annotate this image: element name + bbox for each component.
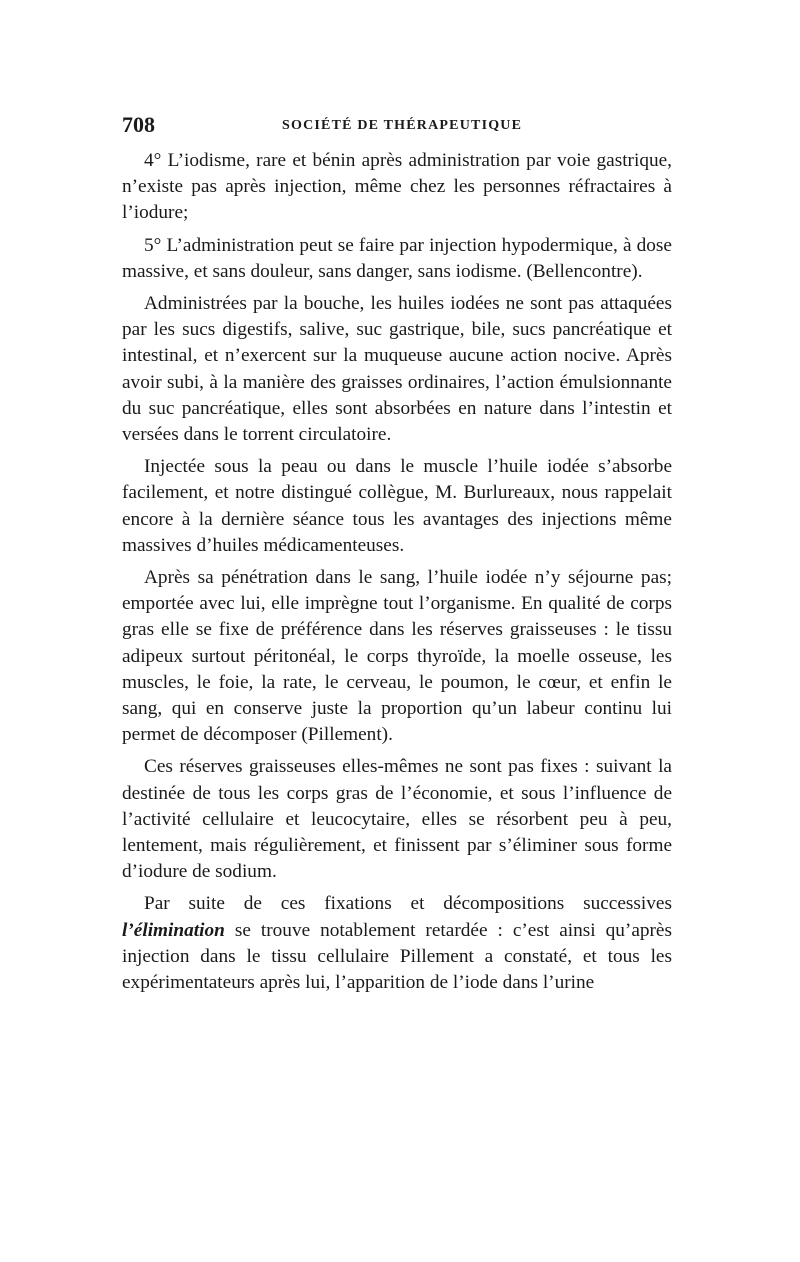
running-title: SOCIÉTÉ DE THÉRAPEUTIQUE: [282, 118, 523, 133]
elimination-text-before: Par suite de ces fixations et décompositions successives: [144, 893, 672, 915]
paragraph-elimination: [122, 891, 672, 996]
paragraph-injection: Injectée sous la peau ou dans le muscle l’huile iodée s’absorbe facilement, et notre distingué collègue, M. Burlureaux, nous rappelait encore à la dernière séance tous les avantages des injections même massives d’huiles médicamenteuses.: [122, 456, 672, 556]
page-number: 708: [122, 112, 155, 137]
elimination-italic-term: l’élimination: [122, 919, 225, 941]
paragraph-point-4: 4° L’iodisme, rare et bénin après administration par voie gastrique, n’existe pas après injection, même chez les personnes réfractaires à l’iodure;: [122, 150, 672, 224]
paragraph-oral-administration: Administrées par la bouche, les huiles iodées ne sont pas attaquées par les sucs digestifs, salive, suc gastrique, bile, sucs pancréatique et intestinal, et n’exercent sur la muqueuse aucune action nocive. Après avoir subi, à la manière des graisses ordinaires, l’action émulsionnante du suc pancréatique, elles sont absorbées en nature dans l’intestin et versées dans le torrent circulatoire.: [122, 293, 672, 446]
body-text: [122, 148, 672, 996]
running-head: [122, 112, 672, 140]
paragraph-point-5: 5° L’administration peut se faire par injection hypodermique, à dose massive, et sans douleur, sans danger, sans iodisme. (Bellencontre).: [122, 234, 672, 282]
paragraph-distribution: Après sa pénétration dans le sang, l’huile iodée n’y séjourne pas; emportée avec lui, elle imprègne tout l’organisme. En qualité de corps gras elle se fixe de préférence dans les réserves graisseuses : le tissu adipeux surtout péritonéal, le corps thyroïde, la moelle osseuse, les muscles, le foie, la rate, le cerveau, le poumon, le cœur, et enfin le sang, qui en conserve juste la proportion qu’un labeur continu lui permet de décomposer (Pillement).: [122, 567, 672, 746]
book-page: [122, 112, 672, 1002]
paragraph-reserves: Ces réserves graisseuses elles-mêmes ne sont pas fixes : suivant la destinée de tous les corps gras de l’économie, et sous l’influence de l’activité cellulaire et leucocytaire, elles se résorbent peu à peu, lentement, mais régulièrement, et finissent par s’éliminer sous forme d’iodure de sodium.: [122, 756, 672, 883]
elimination-text-after: se trouve notablement retardée : c’est ainsi qu’après injection dans le tissu cellulaire Pillement a constaté, et tous les expérimentateurs après lui, l’apparition de l’iode dans l’urine: [122, 919, 672, 994]
